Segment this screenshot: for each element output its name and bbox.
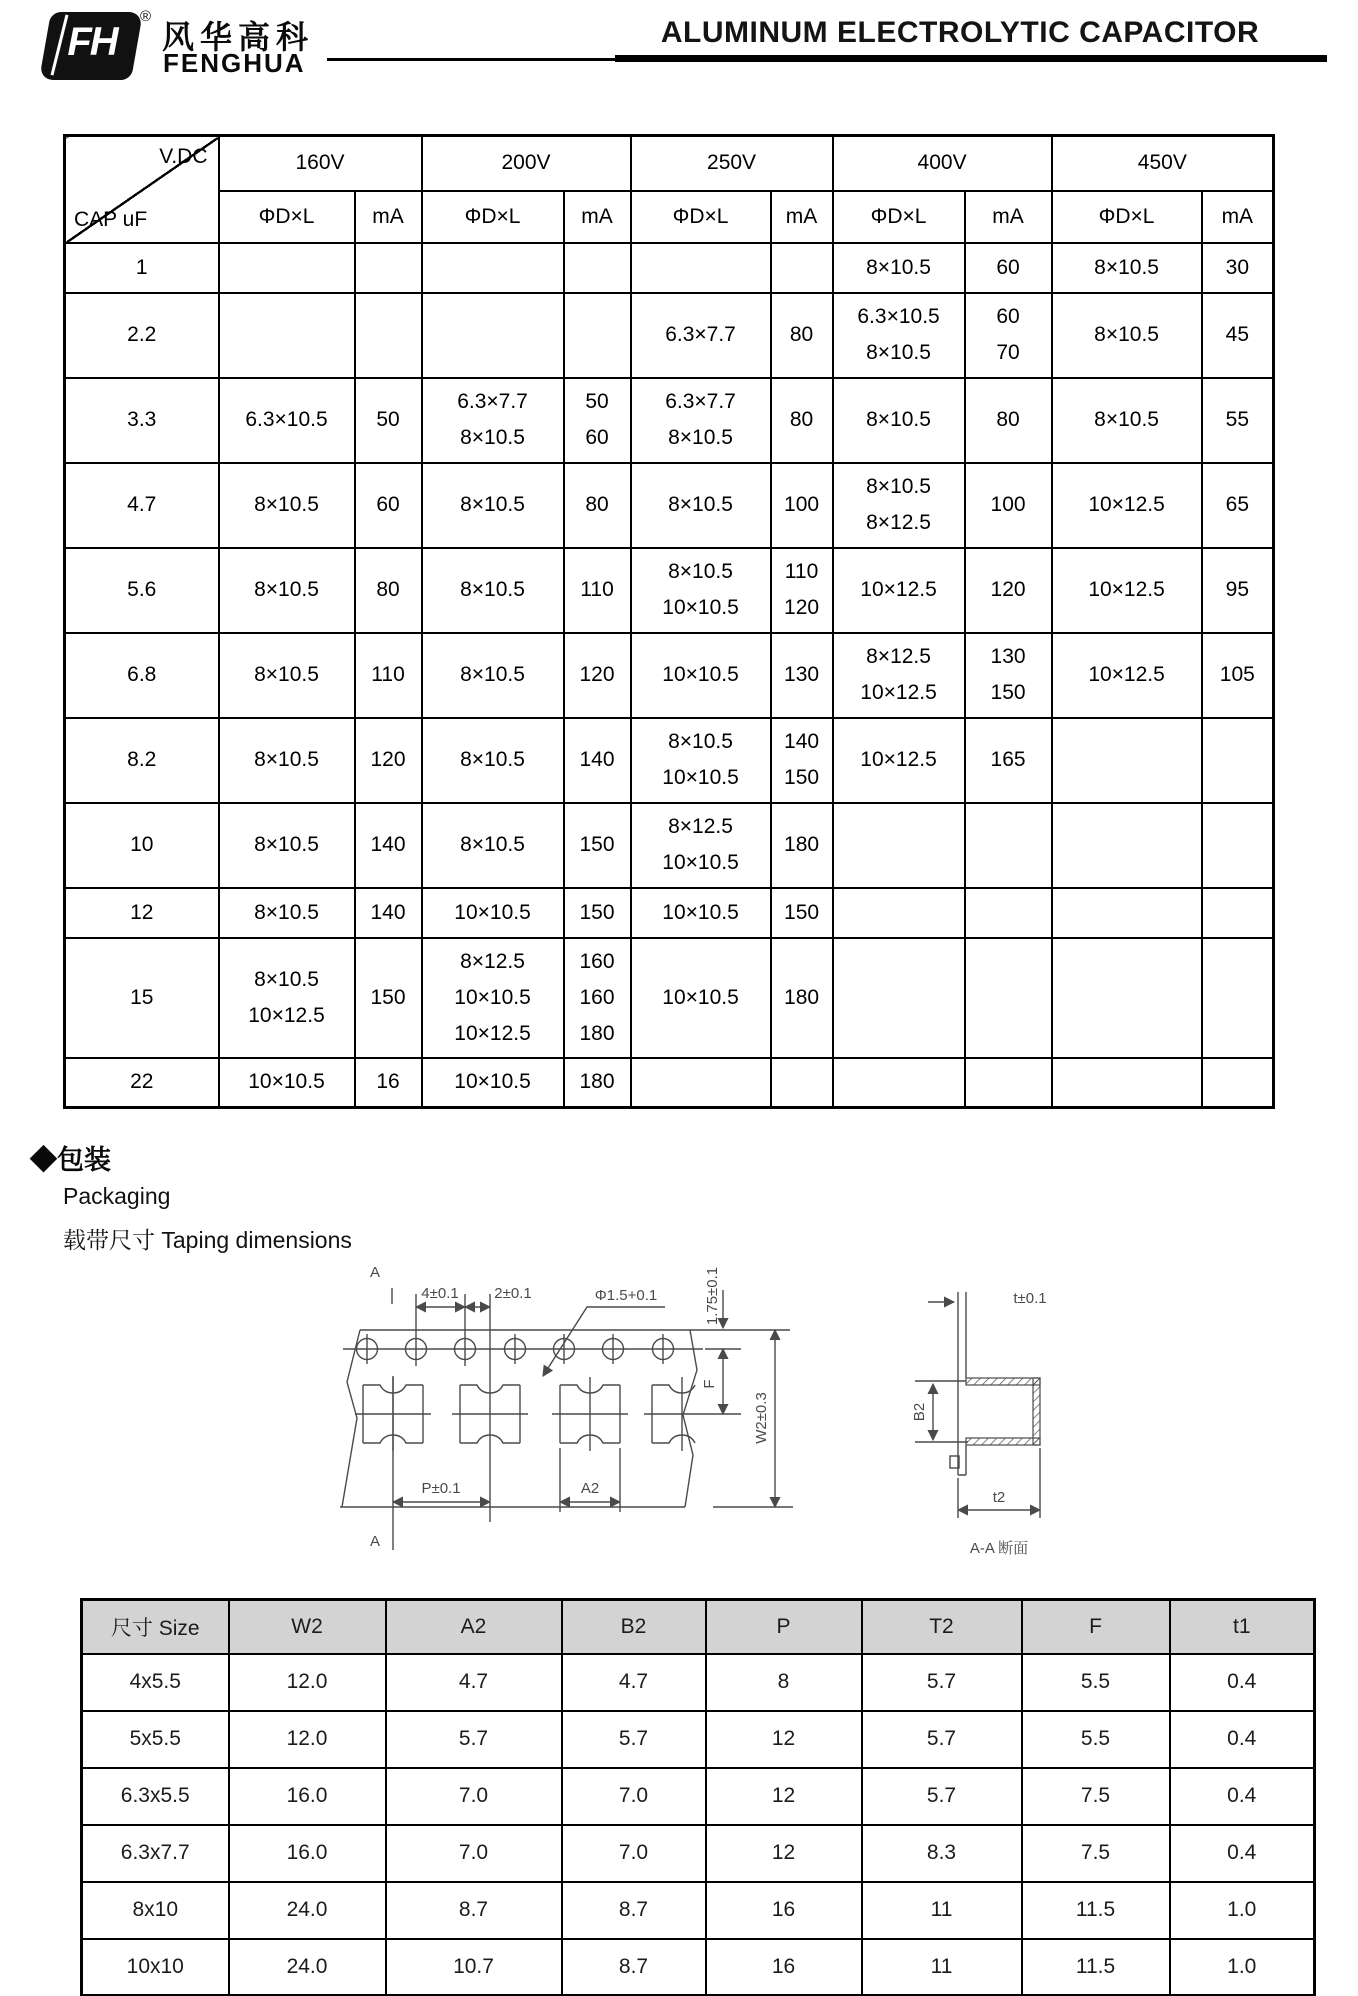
size-dxl-cell: 10×10.5 <box>422 1058 564 1108</box>
spec-row <box>65 803 1274 888</box>
size-dxl-cell <box>219 243 355 293</box>
dim-label-4: 4±0.1 <box>421 1285 459 1302</box>
component-pockets <box>355 1377 741 1451</box>
taping-header-row <box>82 1600 1315 1654</box>
size-dxl-cell: 8×10.5 10×10.5 <box>631 718 771 803</box>
spec-row <box>65 718 1274 803</box>
taping-row <box>82 1939 1315 1996</box>
section-caption: A-A 断面 <box>969 1540 1029 1557</box>
taping-column-header: B2 <box>562 1600 706 1654</box>
size-dxl-cell: 6.3×7.7 8×10.5 <box>422 378 564 463</box>
size-dxl-cell: 8×10.5 <box>219 888 355 938</box>
taping-value-cell: 11.5 <box>1022 1939 1170 1996</box>
taping-value-cell: 16.0 <box>229 1825 386 1882</box>
taping-value-cell: 16 <box>706 1939 862 1996</box>
cap-value-cell: 1 <box>65 243 219 293</box>
taping-value-cell: 5.5 <box>1022 1711 1170 1768</box>
ripple-current-cell <box>355 293 422 378</box>
taping-value-cell: 12.0 <box>229 1711 386 1768</box>
ripple-current-cell: 180 <box>771 803 833 888</box>
dim-label-175: 1.75±0.1 <box>704 1266 721 1326</box>
header-rule-thin <box>327 58 615 61</box>
size-dxl-cell <box>631 243 771 293</box>
ripple-current-cell: 140 <box>355 888 422 938</box>
ripple-current-cell: 55 <box>1202 378 1274 463</box>
packaging-heading-en: Packaging <box>63 1183 171 1209</box>
registered-trademark-symbol: ® <box>140 8 152 25</box>
brand-name-english: FENGHUA <box>163 48 306 78</box>
ripple-current-cell: 50 60 <box>564 378 631 463</box>
ripple-current-cell: 130 <box>771 633 833 718</box>
taping-column-header: P <box>706 1600 862 1654</box>
taping-value-cell: 8.3 <box>862 1825 1022 1882</box>
taping-value-cell: 0.4 <box>1170 1825 1315 1882</box>
subheader-ma: mA <box>355 191 422 243</box>
dim-label-w2: W2±0.3 <box>753 1392 770 1444</box>
ripple-current-cell <box>1202 718 1274 803</box>
size-dxl-cell <box>422 243 564 293</box>
size-dxl-cell: 8×12.5 10×10.5 10×12.5 <box>422 938 564 1058</box>
size-dxl-cell: 8×10.5 <box>1052 378 1202 463</box>
ripple-current-cell <box>564 243 631 293</box>
taping-value-cell: 7.0 <box>562 1768 706 1825</box>
size-dxl-cell: 6.3×10.5 <box>219 378 355 463</box>
spec-row <box>65 463 1274 548</box>
cap-value-cell: 3.3 <box>65 378 219 463</box>
taping-value-cell: 7.5 <box>1022 1825 1170 1882</box>
taping-value-cell: 8 <box>706 1654 862 1711</box>
size-dxl-cell: 10×10.5 <box>631 633 771 718</box>
taping-value-cell: 24.0 <box>229 1882 386 1939</box>
size-dxl-cell: 8×10.5 <box>219 803 355 888</box>
size-dxl-cell: 6.3×7.7 <box>631 293 771 378</box>
size-dxl-cell: 10×12.5 <box>833 718 965 803</box>
cap-value-cell: 8.2 <box>65 718 219 803</box>
taping-value-cell: 12 <box>706 1768 862 1825</box>
taping-value-cell: 12 <box>706 1711 862 1768</box>
spec-row <box>65 548 1274 633</box>
ripple-current-cell <box>965 938 1052 1058</box>
taping-table-body <box>82 1654 1315 1996</box>
taping-value-cell: 7.5 <box>1022 1768 1170 1825</box>
taping-dimensions-table <box>80 1598 1316 1996</box>
spec-row <box>65 1058 1274 1108</box>
subheader-dxl: ΦD×L <box>219 191 355 243</box>
taping-dimensions-subheading: 载带尺寸 Taping dimensions <box>63 1227 352 1253</box>
size-dxl-cell: 8×10.5 <box>219 633 355 718</box>
voltage-header-200v: 200V <box>422 136 631 191</box>
ripple-current-cell: 45 <box>1202 293 1274 378</box>
size-dxl-cell <box>1052 1058 1202 1108</box>
taping-dimensions-drawing <box>285 1250 1145 1580</box>
size-dxl-cell <box>833 803 965 888</box>
taping-value-cell: 7.0 <box>386 1825 562 1882</box>
dim-label-p: P±0.1 <box>421 1480 461 1497</box>
taping-row <box>82 1654 1315 1711</box>
size-dxl-cell: 8×10.5 <box>1052 293 1202 378</box>
taping-value-cell: 8.7 <box>562 1882 706 1939</box>
ripple-current-cell <box>965 888 1052 938</box>
taping-value-cell: 12.0 <box>229 1654 386 1711</box>
size-dxl-cell: 8×10.5 <box>219 548 355 633</box>
ripple-current-cell <box>771 1058 833 1108</box>
ripple-current-cell: 160 160 180 <box>564 938 631 1058</box>
spec-row <box>65 888 1274 938</box>
taping-column-header: t1 <box>1170 1600 1315 1654</box>
size-dxl-cell: 6.3×10.5 8×10.5 <box>833 293 965 378</box>
ripple-current-cell: 105 <box>1202 633 1274 718</box>
ripple-current-cell: 60 <box>965 243 1052 293</box>
taping-value-cell: 1.0 <box>1170 1882 1315 1939</box>
ripple-current-cell <box>1202 888 1274 938</box>
taping-value-cell: 7.0 <box>386 1768 562 1825</box>
size-dxl-cell <box>631 1058 771 1108</box>
taping-value-cell: 11 <box>862 1882 1022 1939</box>
ripple-current-cell: 150 <box>564 803 631 888</box>
size-dxl-cell: 8×10.5 <box>631 463 771 548</box>
taping-value-cell: 0.4 <box>1170 1711 1315 1768</box>
taping-value-cell: 5.7 <box>862 1768 1022 1825</box>
taping-value-cell: 16.0 <box>229 1768 386 1825</box>
ripple-current-cell: 100 <box>965 463 1052 548</box>
cap-value-cell: 5.6 <box>65 548 219 633</box>
size-dxl-cell: 8×10.5 <box>422 633 564 718</box>
size-dxl-cell: 8×10.5 <box>422 803 564 888</box>
spec-table-body <box>65 243 1274 1108</box>
taping-column-header: 尺寸 Size <box>82 1600 229 1654</box>
ripple-current-cell: 80 <box>355 548 422 633</box>
spec-table <box>63 134 1275 1109</box>
taping-value-cell: 11 <box>862 1939 1022 1996</box>
ripple-current-cell: 60 <box>355 463 422 548</box>
ripple-current-cell: 65 <box>1202 463 1274 548</box>
size-dxl-cell: 10×12.5 <box>1052 633 1202 718</box>
cap-value-cell: 10 <box>65 803 219 888</box>
corner-header-cell <box>65 136 219 243</box>
ripple-current-cell <box>1202 803 1274 888</box>
voltage-header-160v: 160V <box>219 136 422 191</box>
size-dxl-cell <box>1052 803 1202 888</box>
taping-value-cell: 10.7 <box>386 1939 562 1996</box>
dim-label-2: 2±0.1 <box>494 1285 532 1302</box>
taping-value-cell: 4x5.5 <box>82 1654 229 1711</box>
ripple-current-cell: 120 <box>355 718 422 803</box>
taping-value-cell: 16 <box>706 1882 862 1939</box>
subheader-dxl: ΦD×L <box>1052 191 1202 243</box>
taping-row <box>82 1882 1315 1939</box>
size-dxl-cell: 6.3×7.7 8×10.5 <box>631 378 771 463</box>
ripple-current-cell <box>965 803 1052 888</box>
ripple-current-cell: 110 120 <box>771 548 833 633</box>
subheader-ma: mA <box>1202 191 1274 243</box>
tape-left-jag <box>342 1330 360 1507</box>
voltage-header-450v: 450V <box>1052 136 1274 191</box>
page-title: ALUMINUM ELECTROLYTIC CAPACITOR <box>660 16 1260 49</box>
cap-value-cell: 2.2 <box>65 293 219 378</box>
taping-value-cell: 6.3x5.5 <box>82 1768 229 1825</box>
ripple-current-cell: 120 <box>564 633 631 718</box>
ripple-current-cell <box>1202 938 1274 1058</box>
cap-value-cell: 12 <box>65 888 219 938</box>
ripple-current-cell <box>1202 1058 1274 1108</box>
subheader-ma: mA <box>771 191 833 243</box>
size-dxl-cell <box>833 938 965 1058</box>
size-dxl-cell: 8×10.5 <box>422 718 564 803</box>
section-mark-a-bottom: A <box>369 1533 381 1550</box>
size-dxl-cell: 8×12.5 10×12.5 <box>833 633 965 718</box>
size-dxl-cell: 8×10.5 10×10.5 <box>631 548 771 633</box>
dim-label-f: F <box>701 1379 718 1389</box>
ripple-current-cell: 140 <box>564 718 631 803</box>
size-dxl-cell <box>1052 938 1202 1058</box>
size-dxl-cell <box>1052 718 1202 803</box>
taping-value-cell: 7.0 <box>562 1825 706 1882</box>
subheader-dxl: ΦD×L <box>631 191 771 243</box>
dim-label-hole: Φ1.5+0.1 <box>594 1287 658 1304</box>
size-dxl-cell: 8×10.5 <box>219 463 355 548</box>
spec-row <box>65 378 1274 463</box>
size-dxl-cell <box>833 888 965 938</box>
subheader-dxl: ΦD×L <box>422 191 564 243</box>
subheader-ma: mA <box>965 191 1052 243</box>
taping-value-cell: 12 <box>706 1825 862 1882</box>
ripple-current-cell: 30 <box>1202 243 1274 293</box>
size-dxl-cell: 10×10.5 <box>422 888 564 938</box>
size-dxl-cell: 10×10.5 <box>631 888 771 938</box>
subheader-dxl: ΦD×L <box>833 191 965 243</box>
cap-value-cell: 22 <box>65 1058 219 1108</box>
taping-value-cell: 1.0 <box>1170 1939 1315 1996</box>
corner-label-vdc: V.DC <box>159 145 208 168</box>
ripple-current-cell: 140 150 <box>771 718 833 803</box>
voltage-header-250v: 250V <box>631 136 833 191</box>
size-dxl-cell: 8×12.5 10×10.5 <box>631 803 771 888</box>
size-dxl-cell: 10×10.5 <box>219 1058 355 1108</box>
taping-column-header: T2 <box>862 1600 1022 1654</box>
taping-value-cell: 5.7 <box>386 1711 562 1768</box>
ripple-current-cell: 80 <box>965 378 1052 463</box>
ripple-current-cell: 95 <box>1202 548 1274 633</box>
taping-value-cell: 6.3x7.7 <box>82 1825 229 1882</box>
taping-value-cell: 8x10 <box>82 1882 229 1939</box>
header-rule-thick <box>615 55 1327 62</box>
taping-value-cell: 0.4 <box>1170 1654 1315 1711</box>
ripple-current-cell <box>564 293 631 378</box>
ripple-current-cell: 16 <box>355 1058 422 1108</box>
ripple-current-cell: 60 70 <box>965 293 1052 378</box>
cap-value-cell: 4.7 <box>65 463 219 548</box>
spec-row <box>65 293 1274 378</box>
ripple-current-cell: 80 <box>771 378 833 463</box>
ripple-current-cell <box>355 243 422 293</box>
ripple-current-cell: 110 <box>564 548 631 633</box>
size-dxl-cell: 10×12.5 <box>833 548 965 633</box>
dim-label-b2: B2 <box>911 1402 928 1422</box>
ripple-current-cell: 180 <box>564 1058 631 1108</box>
section-mark-a-top: A <box>369 1264 381 1281</box>
taping-column-header: A2 <box>386 1600 562 1654</box>
ripple-current-cell: 150 <box>355 938 422 1058</box>
taping-value-cell: 11.5 <box>1022 1882 1170 1939</box>
taping-value-cell: 8.7 <box>386 1882 562 1939</box>
cap-value-cell: 15 <box>65 938 219 1058</box>
ripple-current-cell: 180 <box>771 938 833 1058</box>
packaging-heading-cn: ◆包装 <box>30 1145 111 1175</box>
voltage-header-400v: 400V <box>833 136 1052 191</box>
size-dxl-cell: 8×10.5 <box>422 463 564 548</box>
size-dxl-cell: 8×10.5 <box>833 378 965 463</box>
taping-value-cell: 0.4 <box>1170 1768 1315 1825</box>
taping-value-cell: 24.0 <box>229 1939 386 1996</box>
ripple-current-cell: 80 <box>564 463 631 548</box>
size-dxl-cell: 8×10.5 10×12.5 <box>219 938 355 1058</box>
extension-lines <box>393 1294 490 1550</box>
brand-name-chinese: 风华高科 <box>162 19 315 55</box>
taping-row <box>82 1711 1315 1768</box>
cross-section-view <box>911 1290 1047 1557</box>
size-dxl-cell <box>422 293 564 378</box>
size-dxl-cell <box>219 293 355 378</box>
corner-label-cap: CAP uF <box>74 207 148 231</box>
cap-value-cell: 6.8 <box>65 633 219 718</box>
taping-value-cell: 10x10 <box>82 1939 229 1996</box>
size-dxl-cell: 8×10.5 8×12.5 <box>833 463 965 548</box>
size-dxl-cell: 10×12.5 <box>1052 548 1202 633</box>
spec-row <box>65 633 1274 718</box>
ripple-current-cell: 80 <box>771 293 833 378</box>
ripple-current-cell: 140 <box>355 803 422 888</box>
taping-value-cell: 5x5.5 <box>82 1711 229 1768</box>
tape-right-jag <box>683 1330 697 1507</box>
logo-monogram: FH <box>67 20 117 64</box>
dim-label-t: t±0.1 <box>1013 1290 1047 1307</box>
size-dxl-cell: 8×10.5 <box>1052 243 1202 293</box>
size-dxl-cell: 10×10.5 <box>631 938 771 1058</box>
ripple-current-cell: 120 <box>965 548 1052 633</box>
taping-value-cell: 4.7 <box>562 1654 706 1711</box>
taping-value-cell: 5.7 <box>862 1711 1022 1768</box>
taping-value-cell: 5.5 <box>1022 1654 1170 1711</box>
ripple-current-cell <box>965 1058 1052 1108</box>
subheader-ma: mA <box>564 191 631 243</box>
ripple-current-cell <box>771 243 833 293</box>
size-dxl-cell: 10×12.5 <box>1052 463 1202 548</box>
ripple-current-cell: 165 <box>965 718 1052 803</box>
taping-value-cell: 5.7 <box>562 1711 706 1768</box>
size-dxl-cell: 8×10.5 <box>219 718 355 803</box>
ripple-current-cell: 100 <box>771 463 833 548</box>
taping-column-header: W2 <box>229 1600 386 1654</box>
taping-value-cell: 8.7 <box>562 1939 706 1996</box>
taping-row <box>82 1825 1315 1882</box>
spec-row <box>65 938 1274 1058</box>
size-dxl-cell <box>833 1058 965 1108</box>
spec-row <box>65 243 1274 293</box>
ripple-current-cell: 150 <box>564 888 631 938</box>
size-dxl-cell <box>1052 888 1202 938</box>
ripple-current-cell: 110 <box>355 633 422 718</box>
size-dxl-cell: 8×10.5 <box>422 548 564 633</box>
size-dxl-cell: 8×10.5 <box>833 243 965 293</box>
taping-value-cell: 5.7 <box>862 1654 1022 1711</box>
dim-label-a2: A2 <box>580 1480 600 1497</box>
ripple-current-cell: 130 150 <box>965 633 1052 718</box>
ripple-current-cell: 50 <box>355 378 422 463</box>
ripple-current-cell: 150 <box>771 888 833 938</box>
taping-value-cell: 4.7 <box>386 1654 562 1711</box>
taping-row <box>82 1768 1315 1825</box>
taping-column-header: F <box>1022 1600 1170 1654</box>
dim-label-t2: t2 <box>992 1489 1006 1506</box>
